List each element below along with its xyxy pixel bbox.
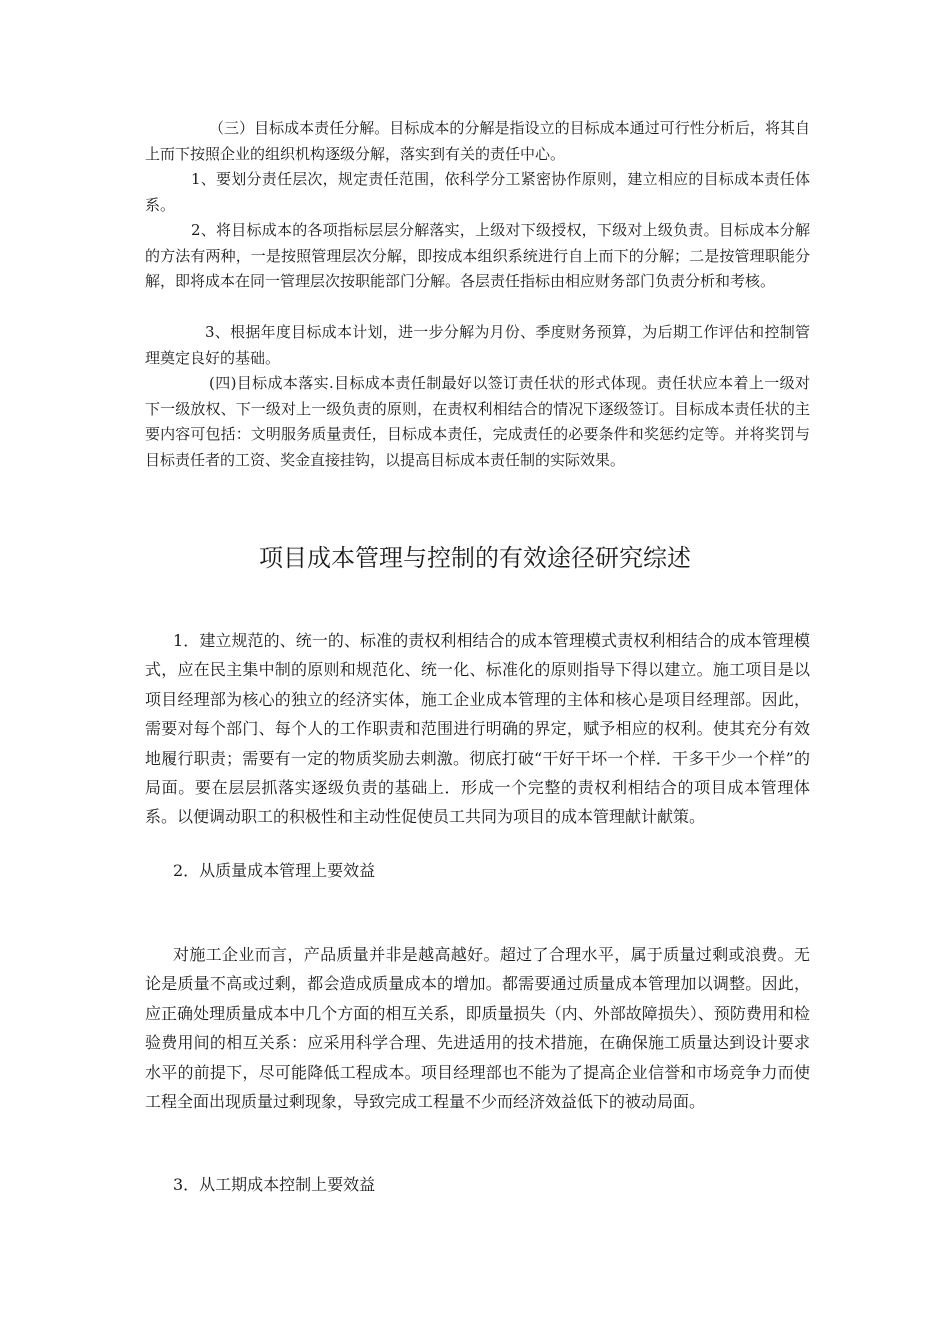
paragraph-target-cost-decomposition: （三）目标成本责任分解。目标成本的分解是指设立的目标成本通过可行性分析后，将其自上而下按照企业的组织机构逐级分解，落实到有关的责任中心。 xyxy=(145,119,810,163)
paragraph-quality-cost: 对施工企业而言，产品质量并非是越高越好。超过了合理水平，属于质量过剩或浪费。无论是质量不高或过剩，都会造成质量成本的增加。都需要通过质量成本管理加以调整。因此，应正确处理质量成本中几个方面的相互关系，即质量损失（内、外部故障损失）、预防费用和检验费用间的相互关系：应采用科学合理、先进适用的技术措施，在确保施工质量达到设计要求水平的前提下，尽可能降低工程成本。项目经理部也不能为了提高企业信誉和市场竞争力而使工程全面出现质量过剩现象，导致完成工程量不少而经济效益低下的被动局面。 xyxy=(145,945,810,1112)
paragraph-indicator-decomposition: 2、将目标成本的各项指标层层分解落实，上级对下级授权，下级对上级负责。目标成本分解的方法有两种，一是按照管理层次分解，即按成本组织系统进行自上而下的分解；二是按管理职能分解，即将成本在同一管理层次按职能部门分解。各层责任指标由相应财务部门负责分析和考核。 xyxy=(145,221,810,290)
heading-schedule-cost: 3．从工期成本控制上要效益 xyxy=(173,1175,376,1194)
paragraph-target-cost-implementation: (四)目标成本落实.目标成本责任制最好以签订责任状的形式体现。责任状应本着上一级对下一级放权、下一级对上一级负责的原则，在责权利相结合的情况下逐级签订。目标成本责任状的主要内容可包括：文明服务质量责任，目标成本责任，完成责任的必要条件和奖惩约定等。并将奖罚与目标责任者的工资、奖金直接挂钩，以提高目标成本责任制的实际效果。 xyxy=(145,374,810,469)
heading-quality-cost: 2．从质量成本管理上要效益 xyxy=(173,861,376,880)
paragraph-responsibility-levels: 1、要划分责任层次，规定责任范围，依科学分工紧密协作原则，建立相应的目标成本责任体系。 xyxy=(145,170,810,214)
paragraph-annual-plan: 3、根据年度目标成本计划，进一步分解为月份、季度财务预算，为后期工作评估和控制管理奠定良好的基础。 xyxy=(145,323,810,367)
document-title: 项目成本管理与控制的有效途径研究综述 xyxy=(259,544,691,572)
paragraph-cost-management-model: 1．建立规范的、统一的、标准的责权利相结合的成本管理模式责权利相结合的成本管理模式，应在民主集中制的原则和规范化、统一化、标准化的原则指导下得以建立。施工项目是以项目经理部为核心的独立的经济实体，施工企业成本管理的主体和核心是项目经理部。因此，需要对每个部门、每个人的工作职责和范围进行明确的界定，赋予相应的权利。使其充分有效地履行职责；需要有一定的物质奖励去刺激。彻底打破“干好干坏一个样．干多干少一个样”的局面。要在层层抓落实逐级负责的基础上．形成一个完整的责权利相结合的项目成本管理体系。以便调动职工的积极性和主动性促使员工共同为项目的成本管理献计献策。 xyxy=(145,631,810,827)
